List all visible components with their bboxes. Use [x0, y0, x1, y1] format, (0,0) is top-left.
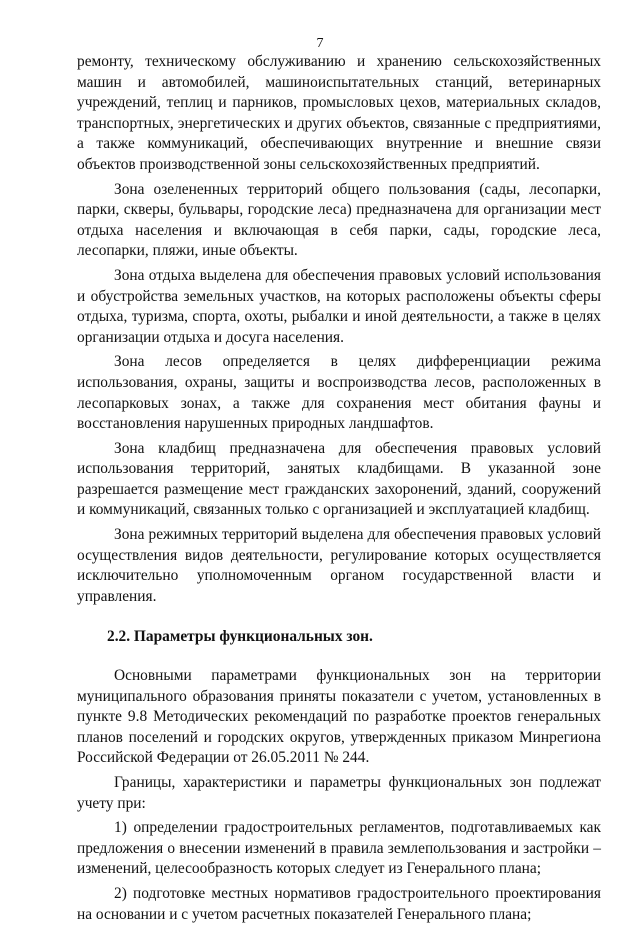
paragraph-cemetery-zone: Зона кладбищ предназначена для обеспечения правовых условий использования территорий, занятых кладбищами. В указанной зоне разрешается размещение мест гражданских захоронений, зданий, сооружений и коммуникаций, связанных только с организацией и эксплуатацией кладбищ. — [77, 439, 601, 519]
paragraph-restricted-zone: Зона режимных территорий выделена для обеспечения правовых условий осуществления видов деятельности, регулирование которых осуществляется исключительно уполномоченным органом государственной власти и управления. — [77, 526, 601, 605]
page-number: 7 — [316, 36, 324, 51]
section-heading: 2.2. Параметры функциональных зон. — [107, 628, 373, 646]
paragraph-continuation: ремонту, техническому обслуживанию и хранению сельскохозяйственных машин и автомобилей, машиноиспытательных станций, ветеринарных учреждений, теплиц и парников, промысловых цехов, материальных складов, транспортных, энергетических и других объектов, связанные с предприятиями, а также коммуникаций, обеспечивающих внутренние и внешние связи объектов производственной зоны сельскохозяйственных предприятий. — [77, 53, 601, 173]
list-item-1: 1) определении градостроительных регламентов, подготавливаемых как предложения о внесении изменений в правила землепользования и застройки – изменений, целесообразность которых следует из Генерального плана; — [77, 819, 601, 878]
document-body — [77, 52, 601, 925]
paragraph-boundaries: Границы, характеристики и параметры функциональных зон подлежат учету при: — [77, 774, 601, 812]
paragraph-parameters: Основными параметрами функциональных зон на территории муниципального образования приняты показатели с учетом, установленных в пункте 9.8 Методических рекомендаций по разработке проектов генеральных планов поселений и городских округов, утвержденных приказом Минрегиона Российской Федерации от 26.05.2011 № 244. — [77, 667, 601, 767]
paragraph-recreation-zone: Зона отдыха выделена для обеспечения правовых условий использования и обустройства земельных участков, на которых расположены объекты сферы отдыха, туризма, спорта, охоты, рыбалки и иной деятельности, а также в целях организации отдыха и досуга населения. — [77, 266, 601, 346]
paragraph-green-zone: Зона озелененных территорий общего пользования (сады, лесопарки, парки, скверы, бульвары, городские леса) предназначена для организации мест отдыха населения и включающая в себя парки, сады, городские леса, лесопарки, пляжи, иные объекты. — [77, 180, 601, 260]
list-item-2: 2) подготовке местных нормативов градостроительного проектирования на основании и с учетом расчетных показателей Генерального плана; — [77, 884, 601, 923]
paragraph-forest-zone: Зона лесов определяется в целях дифференциации режима использования, охраны, защиты и воспроизводства лесов, расположенных в лесопарковых зонах, а также для сохранения мест обитания фауны и восстановления нарушенных природных ландшафтов. — [77, 353, 601, 433]
